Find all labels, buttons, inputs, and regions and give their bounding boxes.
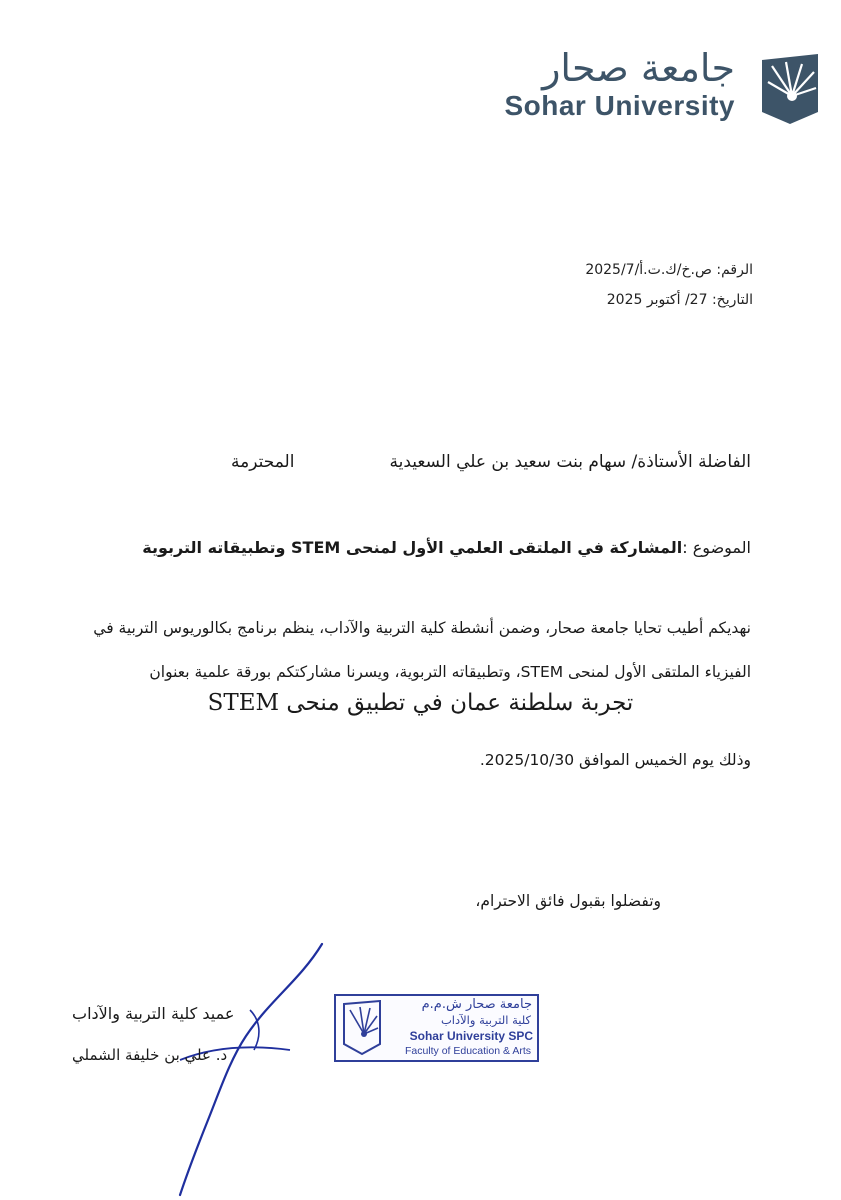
subject-line — [142, 538, 751, 557]
addressee-line — [231, 452, 751, 472]
closing-line: وتفضلوا بقبول فائق الاحترام، — [475, 892, 661, 910]
addressee-name: الفاضلة الأستاذة/ سهام بنت سعيد بن علي السعيدية — [389, 452, 751, 472]
subject-label: الموضوع : — [682, 538, 751, 557]
reference-number — [585, 262, 753, 278]
stamp-english-university: Sohar University SPC — [409, 1029, 533, 1043]
stamp-arabic-faculty: كلية التربية والآداب — [440, 1013, 531, 1027]
university-logo-icon — [758, 52, 822, 126]
body-paragraph-2: وذلك يوم الخميس الموافق 2025/10/30. — [479, 751, 751, 769]
reference-number-label: الرقم: — [716, 262, 753, 278]
stamp-logo-icon — [342, 1000, 382, 1056]
faculty-stamp — [334, 994, 539, 1062]
paper-title: تجربة سلطنة عمان في تطبيق منحى STEM — [207, 690, 634, 716]
university-name-arabic: جامعة صحار — [542, 46, 735, 90]
addressee-honorific: المحترمة — [231, 452, 295, 472]
reference-date-value: 27/ أكتوبر 2025 — [606, 292, 708, 308]
reference-date — [607, 292, 753, 308]
body-paragraph-1: نهديكم أطيب تحايا جامعة صحار، وضمن أنشطة كلية التربية والآداب، ينظم برنامج بكالوريوس التربية في الفيزياء الملتقى الأول لمنحى STEM، وتطبيقاته التربوية، ويسرنا مشاركتكم بورقة علمية بعنوان — [93, 619, 751, 681]
university-name-english: Sohar University — [504, 90, 735, 121]
signature-icon — [150, 940, 340, 1200]
dean-name: د. علي بن خليفة الشملي — [72, 1046, 228, 1064]
stamp-english-faculty: Faculty of Education & Arts — [404, 1045, 531, 1057]
reference-number-value: ص.خ/ك.ت.أ/2025/7 — [585, 262, 712, 278]
dean-title: عميد كلية التربية والآداب — [72, 1004, 235, 1023]
stamp-arabic-university: جامعة صحار ش.م.م — [421, 997, 532, 1012]
subject-text: المشاركة في الملتقى العلمي الأول لمنحى STEM وتطبيقاته التربوية — [142, 538, 683, 557]
reference-date-label: التاريخ: — [711, 292, 753, 308]
